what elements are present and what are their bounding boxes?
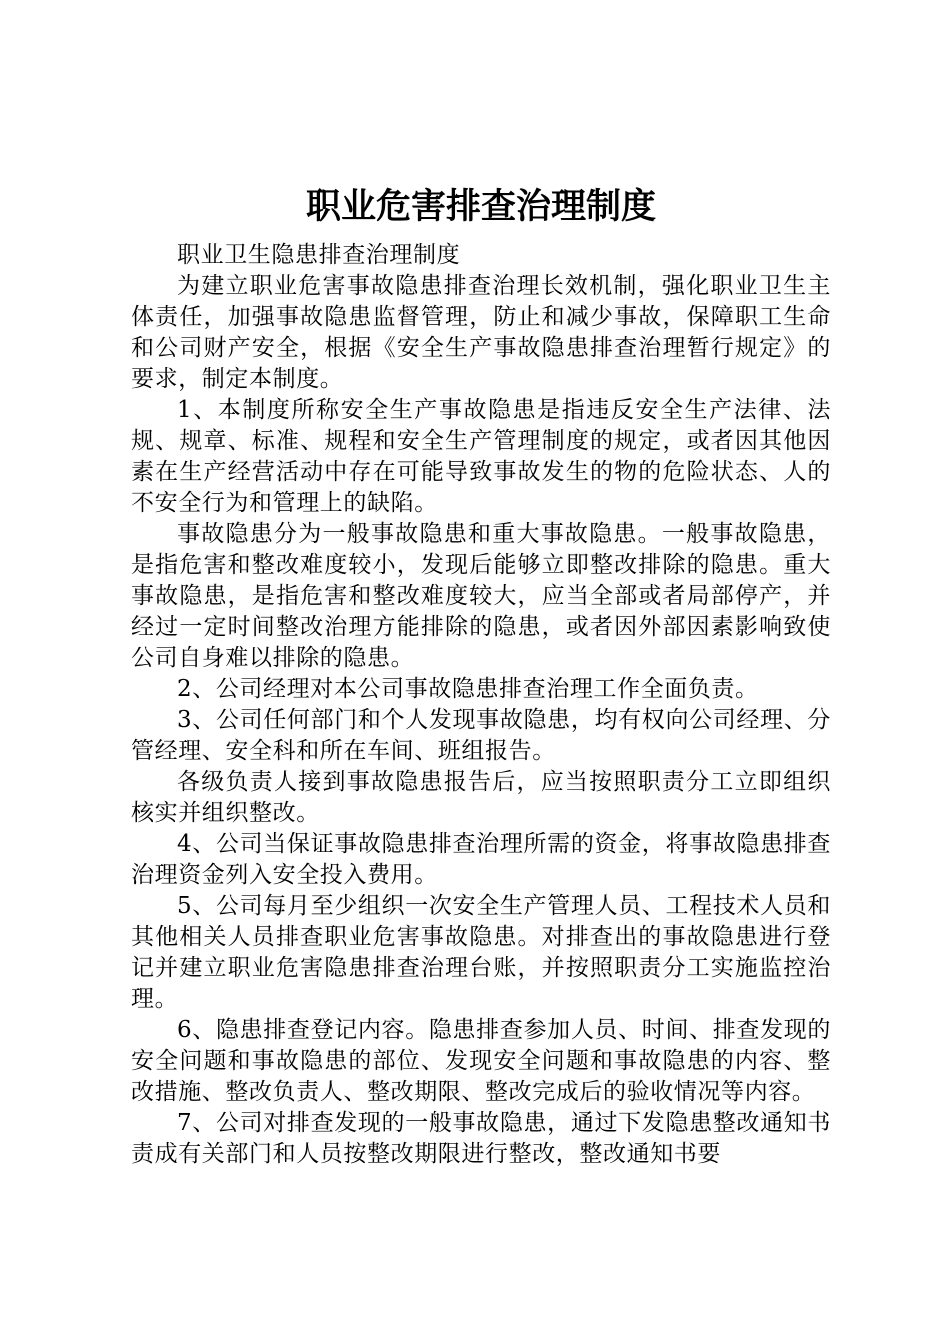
paragraph-intro: 为建立职业危害事故隐患排查治理长效机制，强化职业卫生主体责任，加强事故隐患监督管理，防止和减少事故，保障职工生命和公司财产安全，根据《安全生产事故隐患排查治理暂行规定》的要求，制定本制度。 [131,273,831,392]
paragraph-item-1: 1、本制度所称安全生产事故隐患是指违反安全生产法律、法规、规章、标准、规程和安全生产管理制度的规定，或者因其他因素在生产经营活动中存在可能导致事故发生的物的危险状态、人的不安全行为和管理上的缺陷。 [131,397,831,516]
document-page [131,184,831,1170]
paragraph-item-7: 7、公司对排查发现的一般事故隐患，通过下发隐患整改通知书责成有关部门和人员按整改期限进行整改，整改通知书要 [131,1110,831,1167]
paragraph-subtitle: 职业卫生隐患排查治理制度 [177,242,461,268]
paragraph-item-6: 6、隐患排查登记内容。隐患排查参加人员、时间、排查发现的安全问题和事故隐患的部位、发现安全问题和事故隐患的内容、整改措施、整改负责人、整改期限、整改完成后的验收情况等内容。 [131,1017,831,1105]
document-title: 职业危害排查治理制度 [305,187,656,227]
paragraph-item-2: 2、公司经理对本公司事故隐患排查治理工作全面负责。 [177,676,759,702]
paragraph-item-5: 5、公司每月至少组织一次安全生产管理人员、工程技术人员和其他相关人员排查职业危害事故隐患。对排查出的事故隐患进行登记并建立职业危害隐患排查治理台账，并按照职责分工实施监控治理。 [131,893,831,1012]
paragraph-hazard-classes: 事故隐患分为一般事故隐患和重大事故隐患。一般事故隐患，是指危害和整改难度较小，发现后能够立即整改排除的隐患。重大事故隐患，是指危害和整改难度较大，应当全部或者局部停产，并经过一定时间整改治理方能排除的隐患，或者因外部因素影响致使公司自身难以排除的隐患。 [131,521,831,671]
paragraph-item-3: 3、公司任何部门和个人发现事故隐患，均有权向公司经理、分管经理、安全科和所在车间、班组报告。 [131,707,831,764]
paragraph-item-3-followup: 各级负责人接到事故隐患报告后，应当按照职责分工立即组织核实并组织整改。 [131,769,831,826]
paragraph-item-4: 4、公司当保证事故隐患排查治理所需的资金，将事故隐患排查治理资金列入安全投入费用。 [131,831,831,888]
